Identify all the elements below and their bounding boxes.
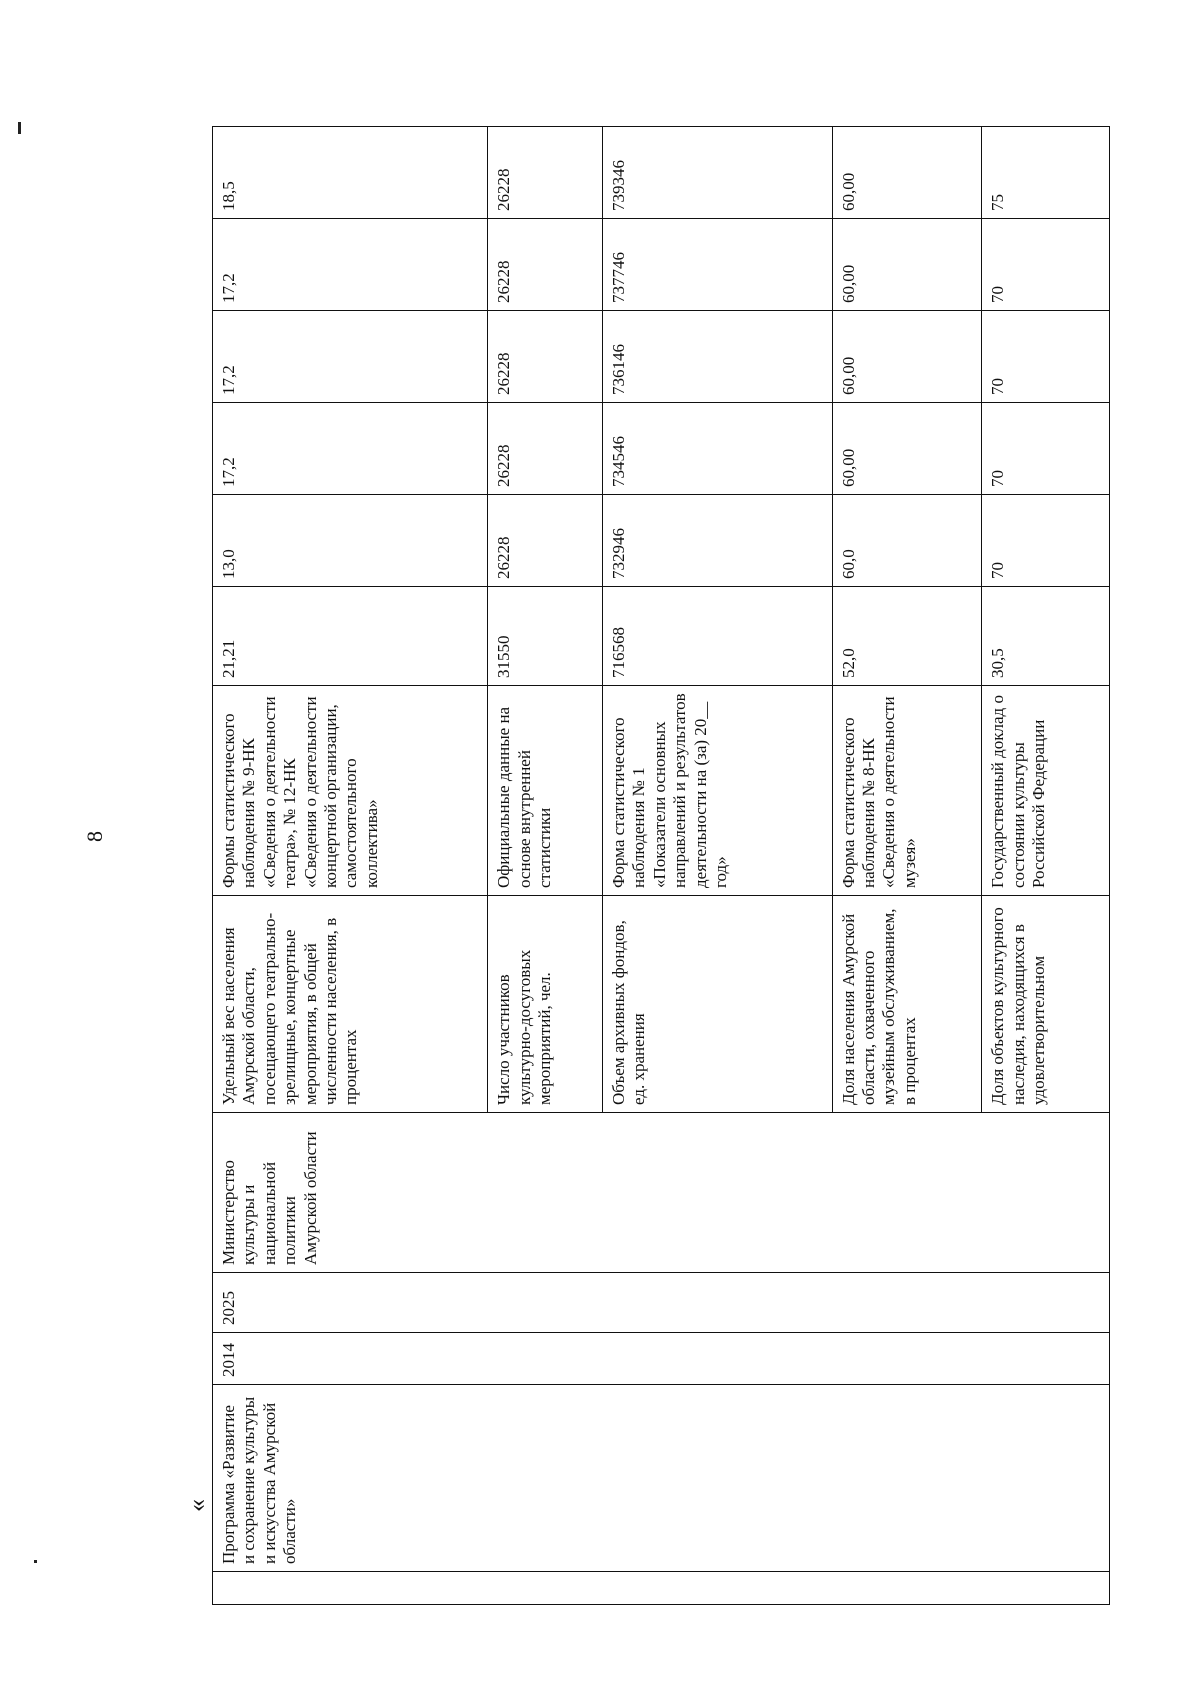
source-cell: Форма статистического наблюдения № 1 «Показатели основных направлений и результатов деятельности на (за) 20__ год» xyxy=(602,686,832,896)
source-cell: Официальные данные на основе внутренней статистики xyxy=(488,686,603,896)
value-cell: 734546 xyxy=(602,403,832,495)
year-start-cell: 2014 xyxy=(213,1333,1110,1385)
value-cell: 18,5 xyxy=(213,127,488,219)
value-cell: 70 xyxy=(982,403,1110,495)
value-cell: 26228 xyxy=(488,495,603,587)
value-cell: 31550 xyxy=(488,587,603,686)
indicator-cell: Объем архивных фондов, ед. хранения xyxy=(602,896,832,1113)
value-cell: 70 xyxy=(982,495,1110,587)
indicator-cell: Удельный вес населения Амурской области, посещающего театрально-зрелищные, концертные мероприятия, в общей численности населения, в процентах xyxy=(213,896,488,1113)
value-cell: 70 xyxy=(982,311,1110,403)
value-cell: 739346 xyxy=(602,127,832,219)
scan-speck xyxy=(18,122,21,134)
indicator-cell: Доля населения Амурской области, охваченного музейным обслуживанием, в процентах xyxy=(832,896,982,1113)
year-end-cell: 2025 xyxy=(213,1273,1110,1333)
value-cell: 60,00 xyxy=(832,127,982,219)
value-cell: 17,2 xyxy=(213,311,488,403)
indicator-cell: Доля объектов культурного наследия, находящихся в удовлетворительном xyxy=(982,896,1110,1113)
value-cell: 737746 xyxy=(602,219,832,311)
source-cell: Формы статистического наблюдения № 9-НК «Сведения о деятельности театра», № 12-НК «Сведения о деятельности концертной организации, самостоятельного коллектива» xyxy=(213,686,488,896)
value-cell: 26228 xyxy=(488,311,603,403)
program-cell: Программа «Развитие и сохранение культуры и искусства Амурской области» xyxy=(213,1385,1110,1572)
value-cell: 732946 xyxy=(602,495,832,587)
value-cell: 60,00 xyxy=(832,403,982,495)
value-cell: 26228 xyxy=(488,219,603,311)
value-cell: 17,2 xyxy=(213,403,488,495)
value-cell: 75 xyxy=(982,127,1110,219)
table-container xyxy=(212,127,1110,1605)
scan-speck xyxy=(34,1560,37,1563)
value-cell: 26228 xyxy=(488,403,603,495)
value-cell: 736146 xyxy=(602,311,832,403)
source-cell: Форма статистического наблюдения № 8-НК «Сведения о деятельности музея» xyxy=(832,686,982,896)
value-cell: 60,0 xyxy=(832,495,982,587)
value-cell: 13,0 xyxy=(213,495,488,587)
quote-mark: « xyxy=(182,1499,211,1512)
value-cell: 21,21 xyxy=(213,587,488,686)
indicators-table xyxy=(212,126,1110,1605)
value-cell: 30,5 xyxy=(982,587,1110,686)
source-cell: Государственный доклад о состоянии культуры Российской Федерации xyxy=(982,686,1110,896)
value-cell: 17,2 xyxy=(213,219,488,311)
indicator-cell: Число участников культурно-досуговых мероприятий, чел. xyxy=(488,896,603,1113)
table-row xyxy=(213,127,488,1605)
empty-cell xyxy=(213,1572,1110,1605)
value-cell: 60,00 xyxy=(832,219,982,311)
value-cell: 52,0 xyxy=(832,587,982,686)
value-cell: 70 xyxy=(982,219,1110,311)
value-cell: 60,00 xyxy=(832,311,982,403)
value-cell: 716568 xyxy=(602,587,832,686)
page-number: 8 xyxy=(82,831,107,842)
value-cell: 26228 xyxy=(488,127,603,219)
executor-cell: Министерство культуры и национальной политики Амурской области xyxy=(213,1113,1110,1273)
